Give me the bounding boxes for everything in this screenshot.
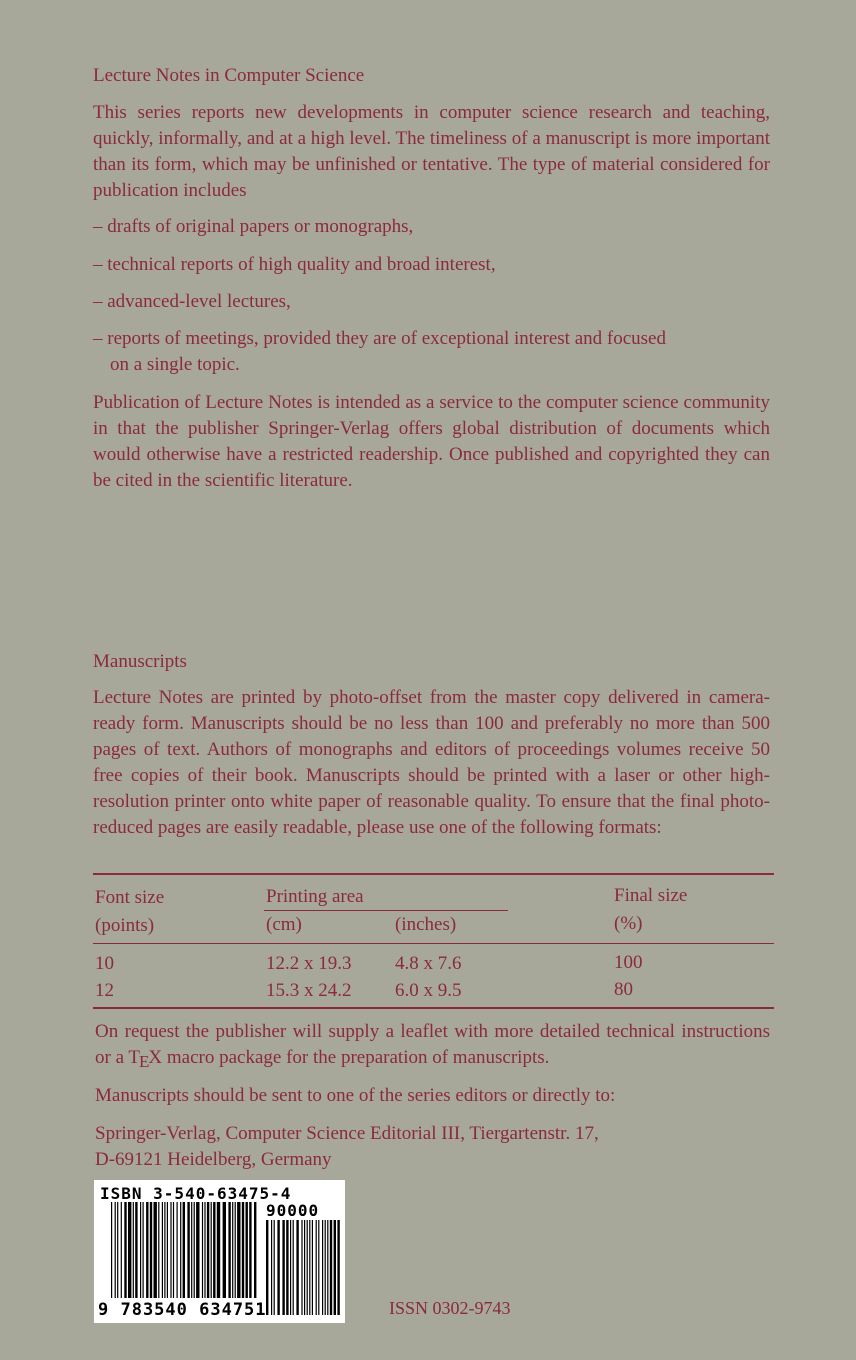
barcode-addon-bar <box>322 1220 323 1315</box>
table-top-rule <box>93 873 774 875</box>
request-paragraph <box>95 1019 770 1071</box>
barcode-bar <box>213 1202 215 1298</box>
table-bottom-rule <box>93 1007 774 1009</box>
barcode-addon-bar <box>307 1220 308 1315</box>
barcode-addon-bar <box>316 1220 317 1315</box>
send-to-text: Manuscripts should be sent to one of the series editors or directly to: <box>95 1085 616 1106</box>
cell-font: 10 <box>95 953 114 974</box>
cell-inches: 4.8 x 7.6 <box>395 953 462 974</box>
list-item: – technical reports of high quality and broad interest, <box>93 254 496 275</box>
cell-font: 12 <box>95 980 114 1001</box>
barcode-bar <box>242 1202 244 1298</box>
barcode-bar <box>211 1202 212 1298</box>
barcode-bar <box>204 1202 205 1298</box>
cell-inches: 6.0 x 9.5 <box>395 980 462 1001</box>
list-item-continuation: on a single topic. <box>110 354 240 375</box>
header-percent: (%) <box>614 913 643 934</box>
barcode-bar <box>170 1202 171 1298</box>
barcode-addon-bar <box>330 1220 332 1315</box>
barcode-addon-bar <box>282 1220 284 1315</box>
barcode-addon-bar <box>334 1220 336 1315</box>
isbn-bottom-number: 9 783540 634751 <box>98 1300 267 1320</box>
barcode-addon-bar <box>325 1220 326 1315</box>
barcode-addon-bar <box>312 1220 313 1315</box>
barcode-addon-bar <box>318 1220 319 1315</box>
barcode-bar <box>158 1202 159 1298</box>
barcode-addon-bar <box>286 1220 288 1315</box>
list-item <box>93 326 666 378</box>
series-description: This series reports new developments in computer science research and teaching, quickly, informally, and at a high level. The timeliness of a manuscript is more important than its form, which may be unfinished or tentative. The type of material considered for publication includes <box>93 102 770 201</box>
barcode-bar <box>143 1202 144 1298</box>
barcode-addon-bar <box>337 1220 339 1315</box>
header-inches: (inches) <box>395 914 457 935</box>
barcode-bar <box>167 1202 168 1298</box>
barcode-bar <box>177 1202 178 1298</box>
barcode-addon-bar <box>309 1220 310 1315</box>
tex-e: E <box>139 1052 150 1071</box>
barcode-bar <box>246 1202 248 1298</box>
header-points: (points) <box>95 915 155 936</box>
issn-number: ISSN 0302-9743 <box>389 1298 511 1318</box>
cell-final: 80 <box>614 979 633 1000</box>
barcode-addon-bar <box>304 1220 305 1315</box>
publication-paragraph: Publication of Lecture Notes is intended as a service to the computer science community in that the publisher Springer-Verlag offers global distribution of documents which would otherwise have a restricted readership. Once published and copyrighted they can be cited in the scientific literature. <box>93 392 770 491</box>
barcode-bar <box>135 1202 137 1298</box>
address-line-2: D-69121 Heidelberg, Germany <box>95 1149 332 1170</box>
barcode-bar <box>162 1202 163 1298</box>
request-text-b: X macro package for the preparation of manuscripts. <box>148 1047 550 1068</box>
cell-cm: 15.3 x 24.2 <box>266 980 352 1001</box>
barcode-bar <box>117 1202 118 1298</box>
barcode-bar <box>164 1202 165 1298</box>
header-printing-area: Printing area <box>266 886 364 907</box>
barcode-bar <box>128 1202 131 1298</box>
header-final-size: Final size <box>614 885 688 906</box>
barcode-addon-bar <box>327 1220 328 1315</box>
isbn-barcode <box>94 1180 345 1323</box>
barcode-bar <box>180 1202 181 1298</box>
barcode-addon-bar <box>293 1220 294 1315</box>
cell-final: 100 <box>614 952 643 973</box>
barcode-bar <box>207 1202 209 1298</box>
barcode-bar <box>235 1202 236 1298</box>
barcode-addon-bar <box>274 1220 275 1315</box>
manuscripts-title: Manuscripts <box>93 651 187 672</box>
barcode-addon-bar <box>271 1220 272 1315</box>
list-item-text: – reports of meetings, provided they are of exceptional interest and focused <box>93 328 666 349</box>
cell-cm: 12.2 x 19.3 <box>266 953 352 974</box>
address-line-1: Springer-Verlag, Computer Science Editorial III, Tiergartenstr. 17, <box>95 1123 599 1144</box>
barcode-bar <box>124 1202 126 1298</box>
barcode-bar <box>228 1202 230 1298</box>
header-cm: (cm) <box>266 914 302 935</box>
barcode-bar <box>249 1202 251 1298</box>
barcode-bar <box>121 1202 122 1298</box>
table-header-rule <box>93 943 774 944</box>
manuscripts-paragraph: Lecture Notes are printed by photo-offset from the master copy delivered in camera-ready form. Manuscripts should be no less than 100 and preferably no more than 500 pages of text. Authors of monographs and editors of proceedings volumes receive 50 free copies of their book. Manuscripts should be printed with a laser or other high-resolution printer onto white paper of reasonable quality. To ensure that the final photo-reduced pages are easily readable, please use one of the following formats: <box>93 687 770 838</box>
barcode-bar <box>150 1202 152 1298</box>
barcode-bar <box>154 1202 157 1298</box>
barcode-bar <box>133 1202 134 1298</box>
barcode-bar <box>111 1202 112 1298</box>
barcode-bar <box>191 1202 192 1298</box>
series-title: Lecture Notes in Computer Science <box>93 65 365 86</box>
barcode-addon-bar <box>296 1220 298 1315</box>
barcode-addon-bar <box>277 1220 279 1315</box>
barcode-bar <box>237 1202 240 1298</box>
request-text-a: On request the publisher will supply a leaflet with more detailed technical instructions or a T <box>95 1021 770 1068</box>
barcode-bar <box>146 1202 148 1298</box>
barcode-bar <box>202 1202 203 1298</box>
barcode-bar <box>232 1202 233 1298</box>
barcode-addon-number: 90000 <box>266 1201 320 1220</box>
list-item: – advanced-level lectures, <box>93 291 291 312</box>
barcode-bar <box>115 1202 116 1298</box>
barcode-bar <box>223 1202 226 1298</box>
printing-area-rule <box>264 910 508 911</box>
barcode-bar <box>183 1202 185 1298</box>
isbn-top-text: ISBN 3-540-63475-4 <box>100 1184 292 1203</box>
header-font-size: Font size <box>95 887 165 908</box>
barcode-addon-bar <box>301 1220 302 1315</box>
barcode-bar <box>254 1202 256 1298</box>
barcode-bar <box>187 1202 189 1298</box>
barcode-addon-bar <box>290 1220 291 1315</box>
list-item: – drafts of original papers or monographs, <box>93 216 414 237</box>
barcode-bar <box>140 1202 141 1298</box>
barcode-bar <box>196 1202 199 1298</box>
barcode-bar <box>173 1202 174 1298</box>
barcode-bar <box>194 1202 195 1298</box>
barcode-bar <box>217 1202 220 1298</box>
